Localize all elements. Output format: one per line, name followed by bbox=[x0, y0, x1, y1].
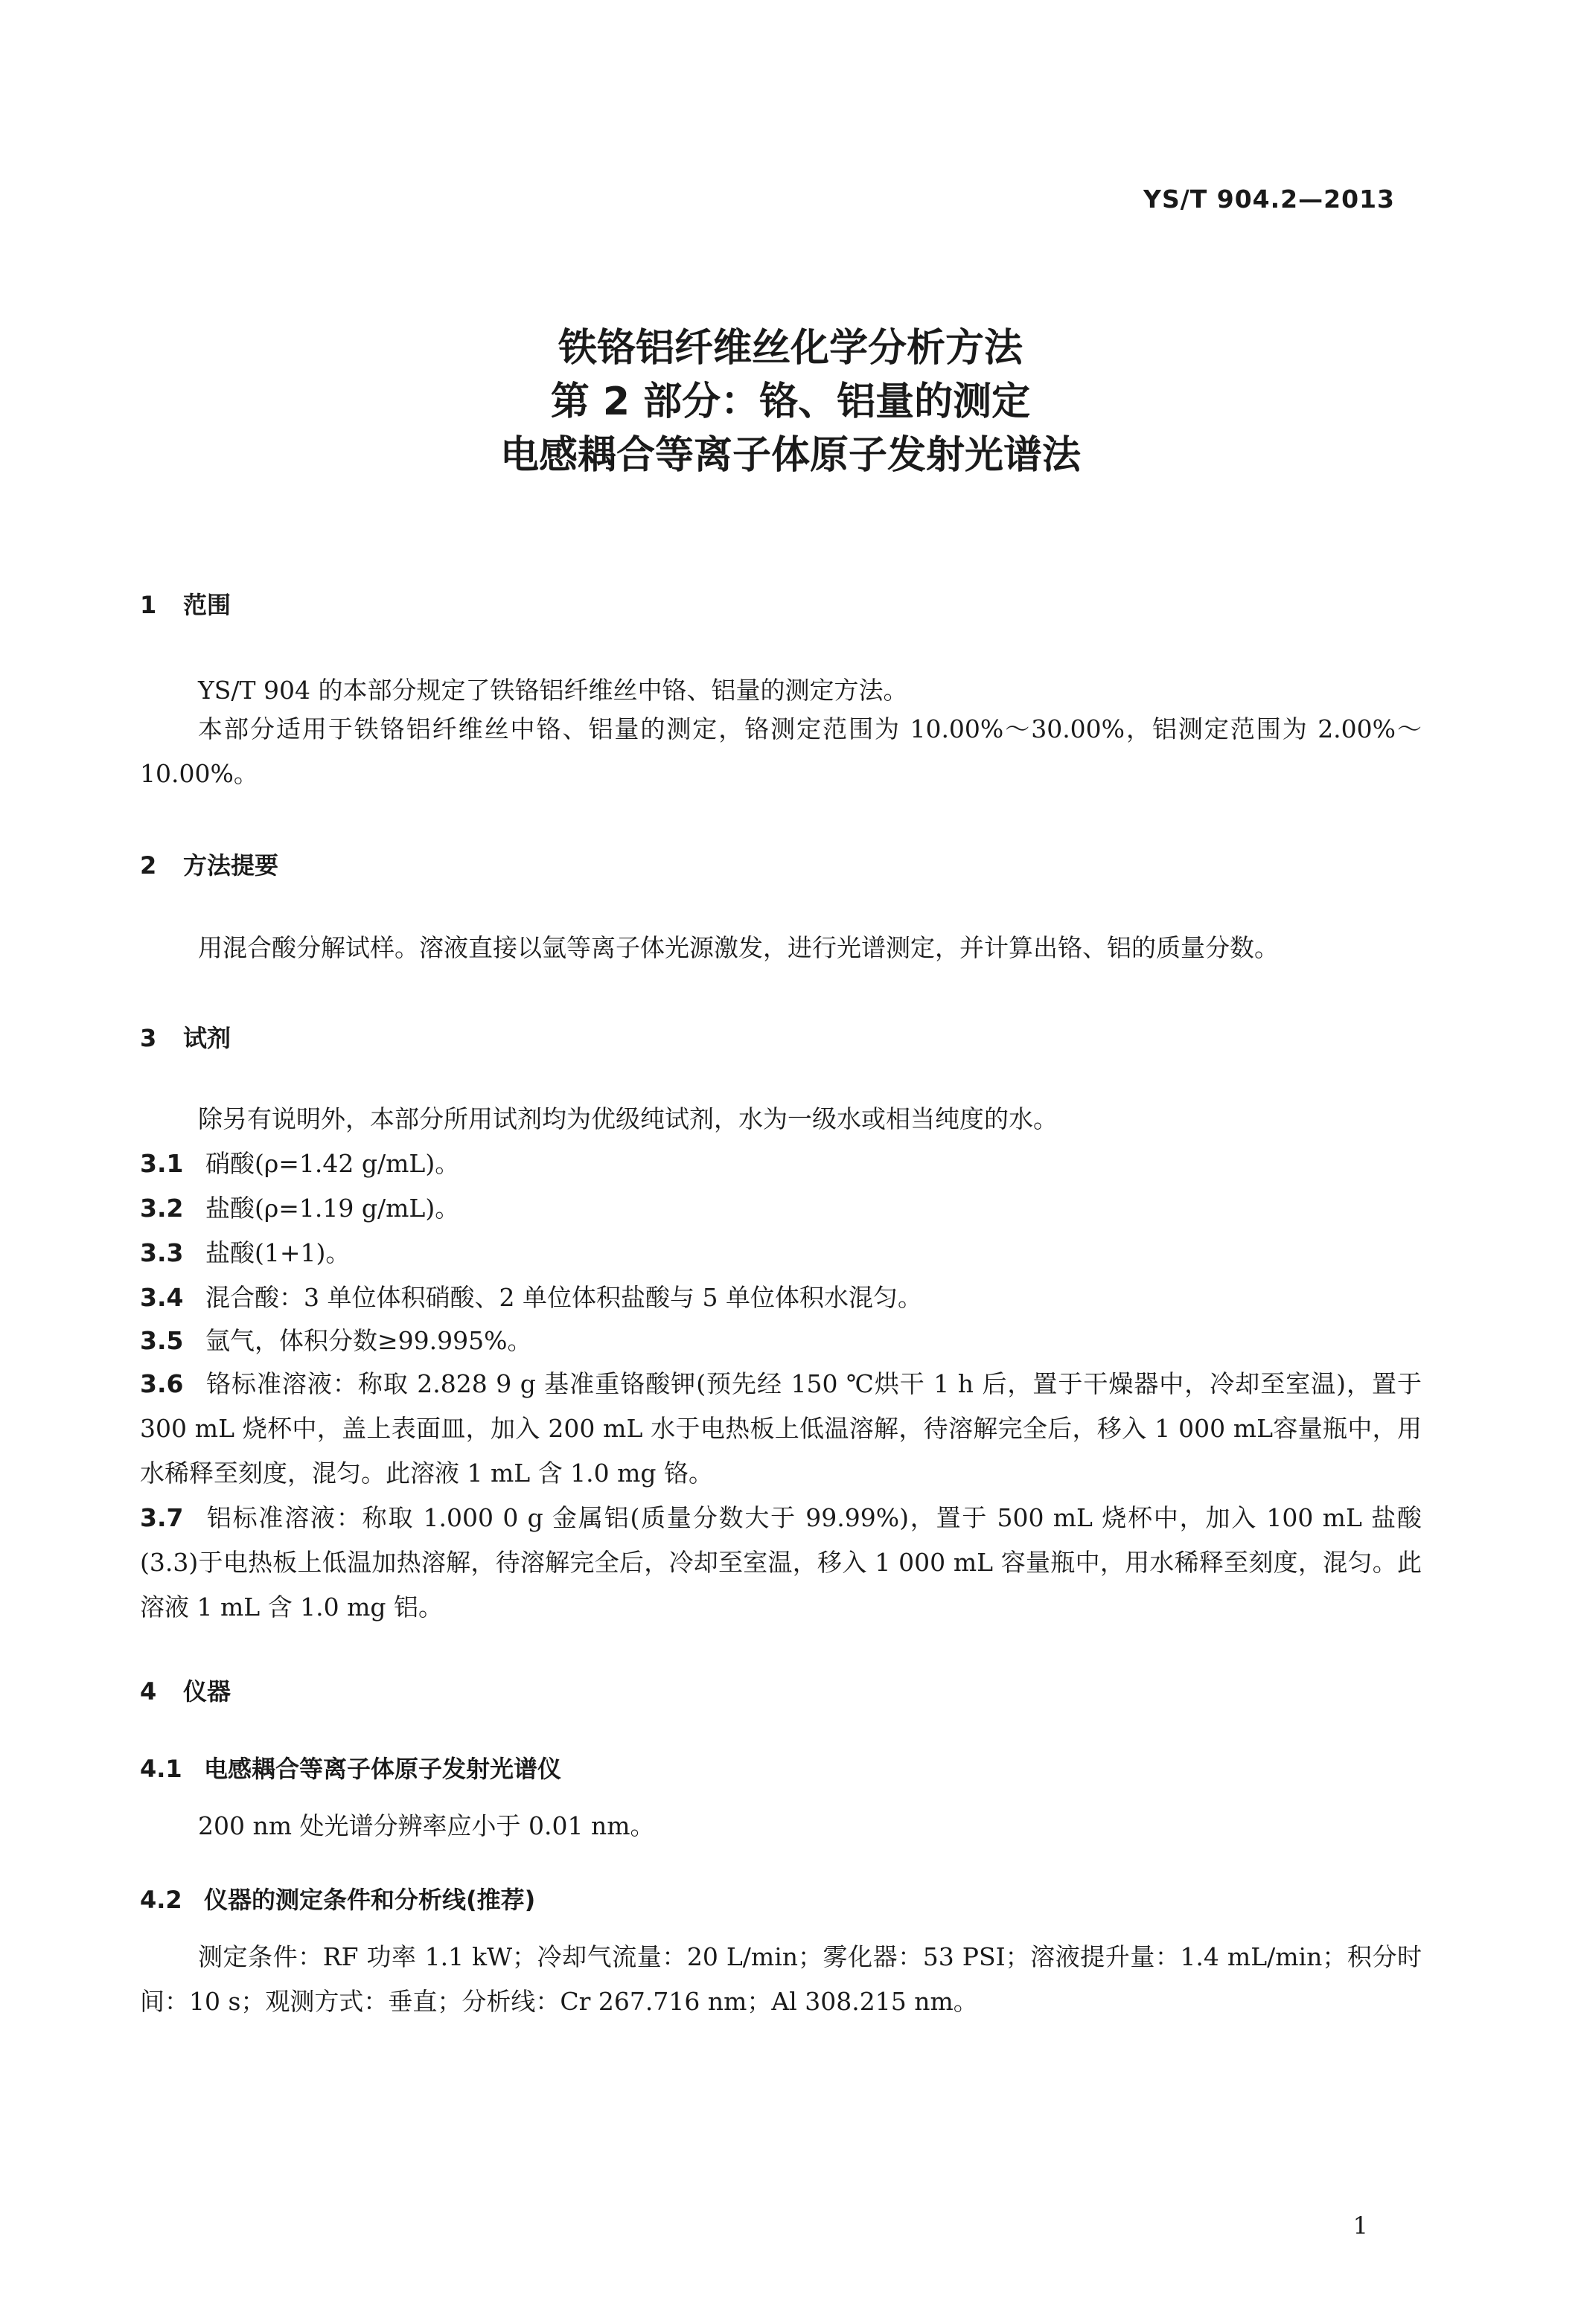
section-1-paragraph-2: 本部分适用于铁铬铝纤维丝中铬、铝量的测定，铬测定范围为 10.00%～30.00%，铝测定范围为 2.00%～10.00%。 bbox=[140, 714, 1422, 788]
item-number: 3.6 bbox=[140, 1369, 184, 1398]
document-title bbox=[0, 321, 1581, 482]
item-number: 3.2 bbox=[140, 1194, 184, 1223]
section-number: 2 bbox=[140, 851, 157, 880]
subsection-number: 4.2 bbox=[140, 1886, 182, 1914]
section-title: 范围 bbox=[183, 591, 231, 619]
item-text: 铝标准溶液：称取 1.000 0 g 金属铝(质量分数大于 99.99%)，置于 500 mL 烧杯中，加入 100 mL 盐酸(3.3)于电热板上低温加热溶解，待溶解完全后，冷却至室温，移入 1 000 mL 容量瓶中，用水稀释至刻度，混匀。此溶液 1 mL 含 1.0 mg 铝。 bbox=[140, 1503, 1422, 1622]
subsection-4-1-paragraph: 200 nm 处光谱分辨率应小于 0.01 nm。 bbox=[198, 1811, 655, 1840]
reagent-item bbox=[140, 1231, 1422, 1275]
subsection-title: 电感耦合等离子体原子发射光谱仪 bbox=[204, 1755, 562, 1783]
section-4-heading bbox=[140, 1673, 231, 1707]
item-number: 3.5 bbox=[140, 1326, 184, 1355]
title-line-3: 电感耦合等离子体原子发射光谱法 bbox=[499, 433, 1081, 478]
subsection-4-2-paragraph: 测定条件：RF 功率 1.1 kW；冷却气流量：20 L/min；雾化器：53 PSI；溶液提升量：1.4 mL/min；积分时间：10 s；观测方式：垂直；分析线：Cr 267.716 nm；Al 308.215 nm。 bbox=[140, 1942, 1422, 2016]
reagent-item bbox=[140, 1142, 1422, 1186]
item-number: 3.3 bbox=[140, 1238, 184, 1267]
item-text: 氩气，体积分数≥99.995%。 bbox=[205, 1326, 532, 1355]
reagent-item bbox=[140, 1275, 1422, 1320]
item-number: 3.1 bbox=[140, 1149, 184, 1178]
item-text: 盐酸(ρ=1.19 g/mL)。 bbox=[205, 1194, 460, 1223]
section-title: 方法提要 bbox=[183, 851, 279, 880]
section-number: 4 bbox=[140, 1677, 157, 1706]
page-number: 1 bbox=[1352, 2212, 1368, 2240]
section-title: 试剂 bbox=[183, 1024, 231, 1052]
item-number: 3.4 bbox=[140, 1283, 184, 1312]
reagent-item bbox=[140, 1362, 1422, 1496]
subsection-4-2-heading bbox=[140, 1881, 535, 1915]
item-text: 盐酸(1+1)。 bbox=[205, 1238, 351, 1267]
reagent-item bbox=[140, 1186, 1422, 1231]
section-3-paragraph-1: 除另有说明外，本部分所用试剂均为优级纯试剂，水为一级水或相当纯度的水。 bbox=[198, 1104, 1058, 1133]
item-text: 铬标准溶液：称取 2.828 9 g 基准重铬酸钾(预先经 150 ℃烘干 1 h 后，置于干燥器中，冷却至室温)，置于 300 mL 烧杯中，盖上表面皿，加入 200 mL 水于电热板上低温溶解，待溶解完全后，移入 1 000 mL容量瓶中，用水稀释至刻度，混匀。此溶液 1 mL 含 1.0 mg 铬。 bbox=[140, 1369, 1422, 1488]
reagent-item bbox=[140, 1496, 1422, 1630]
section-1-heading bbox=[140, 586, 231, 621]
section-number: 1 bbox=[140, 591, 157, 619]
section-2-paragraph-1: 用混合酸分解试样。溶液直接以氩等离子体光源激发，进行光谱测定，并计算出铬、铝的质量分数。 bbox=[198, 933, 1279, 962]
subsection-number: 4.1 bbox=[140, 1755, 182, 1783]
item-text: 混合酸：3 单位体积硝酸、2 单位体积盐酸与 5 单位体积水混匀。 bbox=[205, 1283, 922, 1312]
section-3-heading bbox=[140, 1019, 231, 1054]
reagent-item bbox=[140, 1319, 1422, 1363]
title-line-1: 铁铬铝纤维丝化学分析方法 bbox=[558, 326, 1023, 371]
section-1-paragraph-1: YS/T 904 的本部分规定了铁铬铝纤维丝中铬、铝量的测定方法。 bbox=[198, 676, 908, 705]
section-title: 仪器 bbox=[183, 1677, 231, 1706]
standard-code: YS/T 904.2—2013 bbox=[1143, 185, 1395, 214]
item-text: 硝酸(ρ=1.42 g/mL)。 bbox=[205, 1149, 460, 1178]
section-number: 3 bbox=[140, 1024, 157, 1052]
item-number: 3.7 bbox=[140, 1503, 184, 1532]
title-line-2: 第 2 部分：铬、铝量的测定 bbox=[550, 380, 1031, 424]
subsection-title: 仪器的测定条件和分析线(推荐) bbox=[204, 1886, 536, 1914]
section-2-heading bbox=[140, 847, 278, 881]
subsection-4-1-heading bbox=[140, 1750, 561, 1784]
